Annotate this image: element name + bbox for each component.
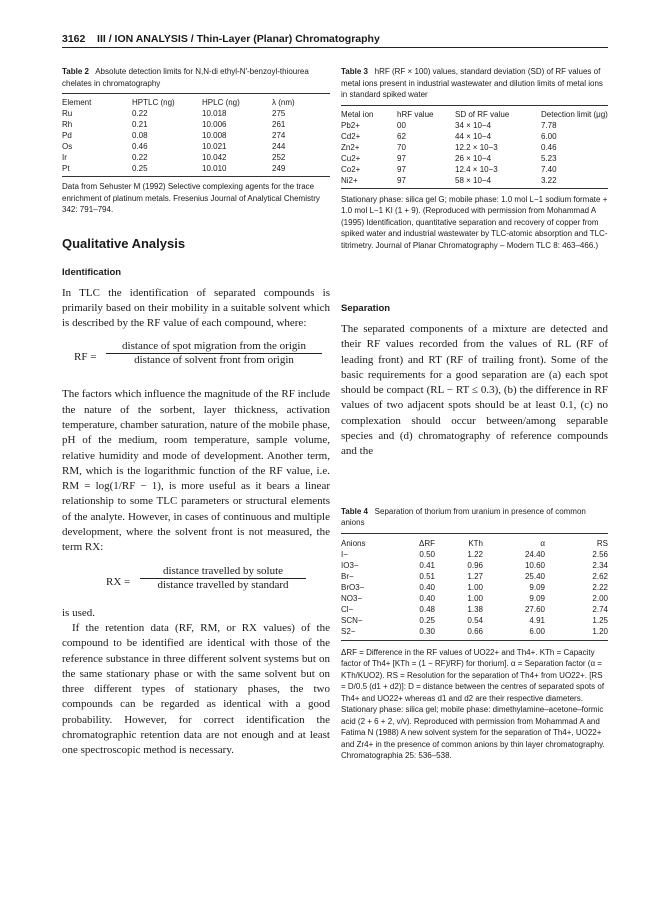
table4-cell: 6.00: [529, 626, 545, 636]
table4-row: [341, 549, 608, 560]
table3-cell: Pb2+: [341, 120, 360, 130]
running-title: III / ION ANALYSIS / Thin-Layer (Planar) Chromatography: [97, 33, 380, 45]
table3-label: Table 3: [341, 67, 368, 76]
table2-cell: 252: [272, 153, 286, 162]
table4-cell: 1.00: [467, 582, 483, 592]
table3-col-sd: SD of RF value: [455, 109, 510, 119]
table2-cell: 10.018: [202, 109, 227, 118]
paragraph-factors: The factors which influence the magnitude of the RF include the nature of the sorbent, layer thickness, activation temperature, chamber saturation, nature of the mobile phase, pH of the medium, room temperature, sample volume, relative humidity and mode of development. Another term, RM, which is the logarithmic function of the RF value, i.e. RM = log(1/RF − 1), is more useful as it bears a linear relationship to some TLC parameters or structural elements of the analyte. However, in cases of continuous and multiple development, where the solvent front is not measured, the term RX:: [62, 388, 330, 554]
table4-cell: BrO3−: [341, 582, 365, 592]
table4-cell: 1.00: [467, 593, 483, 603]
table3-row: [341, 153, 608, 164]
table3-cell: Ni2+: [341, 175, 358, 185]
table2-label: Table 2: [62, 67, 89, 76]
table4-cell: Br−: [341, 571, 354, 581]
running-header: [62, 33, 608, 45]
table3-cell: 70: [397, 142, 406, 152]
table4-row: [341, 615, 608, 626]
table3: [341, 109, 608, 186]
left-column: [62, 66, 330, 759]
table3-cell: 3.22: [541, 175, 557, 185]
table4-col-rs: RS: [596, 538, 608, 548]
table4-label: Table 4: [341, 506, 368, 516]
table3-cell: 62: [397, 131, 406, 141]
table2-header-row: [62, 97, 330, 108]
table4-cell: 0.96: [467, 560, 483, 570]
table3-row: [341, 164, 608, 175]
table2-source: Data from Sehuster M (1992) Selective complexing agents for the trace enrichment of platinum metals. Fresenius Journal of Analytical Chemistry 342: 791–794.: [62, 182, 320, 214]
equation-rf-denominator: distance of solvent front from origin: [134, 354, 294, 367]
section-heading-qualitative: Qualitative Analysis: [62, 235, 186, 251]
table2-caption: [62, 66, 330, 89]
table4-cell: 1.22: [467, 549, 483, 559]
table2-cell: 275: [272, 109, 286, 118]
table3-cell: 97: [397, 153, 406, 163]
table2-row: [62, 108, 330, 119]
subheading-identification: Identification: [62, 266, 122, 278]
table3-cell: Zn2+: [341, 142, 360, 152]
table3-note: Stationary phase: silica gel G; mobile phase: 1.0 mol L−1 sodium formate + 1.0 mol L−1 KI (1 + 9). (Reproduced with permission from Mohammad A (1995) Identification, quantitative separation and recovery of copper from spiked water and industrial wastewater by TLC-atomic absorption and TLC-titrimetry. Journal of Planar Chromatography – Modern TLC 8: 463–466.): [341, 194, 608, 250]
table4-cell: 0.25: [419, 615, 435, 625]
table3-cell: 00: [397, 120, 406, 130]
table4-cell: IO3−: [341, 560, 359, 570]
table4-cell: 9.09: [529, 593, 545, 603]
table2-cell: 10.042: [202, 153, 227, 162]
equation-rf: [62, 337, 330, 381]
table4-cell: 1.38: [467, 604, 483, 614]
table2-cell: Ru: [62, 109, 73, 118]
table4-cell: NO3−: [341, 593, 363, 603]
page-number: 3162: [62, 33, 86, 45]
table4-header-row: [341, 538, 608, 549]
paragraph-identification: In TLC the identification of separated compounds is primarily based on their mobility in a suitable solvent which is described by the RF value of each compound, where:: [62, 286, 330, 330]
table4-cell: 0.66: [467, 626, 483, 636]
table2-caption-text: Absolute detection limits for N,N-di ethyl-N′-benzoyl-thiourea chelates in chromatography: [62, 67, 309, 88]
table4-row: [341, 626, 608, 637]
table4-col-anions: Anions: [341, 538, 366, 548]
table3-cell: 97: [397, 164, 406, 174]
table4-bottom-rule: [341, 640, 608, 641]
table3-col-metal-ion: Metal ion: [341, 109, 374, 119]
table4-cell: 0.40: [419, 593, 435, 603]
table3-row: [341, 175, 608, 186]
table2-cell: 0.22: [132, 109, 148, 118]
table4-cell: 0.41: [419, 560, 435, 570]
table4-cell: 27.60: [524, 604, 545, 614]
table4-cell: 2.34: [592, 560, 608, 570]
table2-col-hplc: HPLC (ng): [202, 98, 240, 107]
table3-cell: 0.46: [541, 142, 557, 152]
table3-cell: 7.78: [541, 120, 557, 130]
table2-cell: 10.021: [202, 142, 227, 151]
table4-col-delta-rf: ΔRF: [418, 538, 435, 548]
table4-cell: 1.25: [592, 615, 608, 625]
paragraph-is-used: is used.: [62, 606, 95, 619]
table2-cell: 244: [272, 142, 286, 151]
table3-cell: 5.23: [541, 153, 557, 163]
table4-note: ΔRF = Difference in the RF values of UO22+ and Th4+. KTh = Capacity factor of Th4+ [KTh = (1 − RF)/RF) for thorium]. α = Separation factor (α = KTh/KUO2). RS = Resolution for the separation of Th4+ from UO22+. [RS = D/0.5 (d1 + d2)]: D = distance between the centres of separated spots of Th4+ and UO22+ whereas d1 and d2 are their respective diameters. Stationary phase: silica gel; mobile phase: dimethylamine–acetone–formic acid (2 + 6 + 2, v/v). Reproduced with permission from Mohammad A and Fatima N (1988) A new solvent system for the separation of Th4+, UO22+ and Zr4+ in the presence of common anions by thin layer chromatography. Chromatographia 25: 536–538.: [341, 647, 605, 761]
table4-row: [341, 582, 608, 593]
table4-col-alpha: α: [540, 538, 545, 548]
table4-row: [341, 560, 608, 571]
table4-cell: 24.40: [524, 549, 545, 559]
table4-cell: SCN−: [341, 615, 363, 625]
table2-col-element: Element: [62, 98, 92, 107]
table2-cell: Pd: [62, 131, 72, 140]
table3-cell: Cd2+: [341, 131, 361, 141]
table3-cell: 12.2 × 10−3: [455, 142, 498, 152]
equation-rx: [62, 564, 330, 604]
table3-cell: Co2+: [341, 164, 361, 174]
table4-cell: 1.20: [592, 626, 608, 636]
table3-top-rule: [341, 105, 608, 106]
paragraph-separation: The separated components of a mixture are detected and their RF values recorded from the values of RL (RF of leading front) and RT (RF of trailing front). Some of the basic requirements for a good separation are (a) each spot should be compact (RL − RT ≤ 0.3), (b) the difference in RF values of two adjacent spots should be at least 0.1, (c) no complexation should occur between/among separable species and (d) chromatography of reference compounds and the: [341, 323, 608, 458]
table2: [62, 97, 330, 174]
table2-cell: 0.46: [132, 142, 148, 151]
equation-rx-fraction: [140, 565, 306, 591]
equation-rf-numerator: distance of spot migration from the origin: [106, 340, 322, 354]
table4-caption: [341, 506, 608, 529]
table2-row: [62, 163, 330, 174]
table2-row: [62, 130, 330, 141]
equation-rf-lhs: RF =: [74, 351, 97, 364]
table4-caption-text: Separation of thorium from uranium in presence of common anions: [341, 506, 586, 528]
table3-col-hrf: hRF value: [397, 109, 434, 119]
table3-row: [341, 131, 608, 142]
table3-cell: 97: [397, 175, 406, 185]
table2-col-lambda: λ (nm): [272, 98, 295, 107]
equation-rx-denominator: distance travelled by standard: [157, 578, 289, 591]
table3-cell: 44 × 10−4: [455, 131, 492, 141]
paragraph-retention: If the retention data (RF, RM, or RX values) of the compound to be identified are identical with those of the reference substance in three different solvent systems but on the same stationary phase or with the same solvent but on three different types of stationary phases, the two compounds can be regarded as identical with a good probability. However, for correct identification the chromatographic retention data are not enough and at least one spectroscopic method is necessary.: [62, 621, 330, 757]
table3-cell: 26 × 10−4: [455, 153, 492, 163]
table3-row: [341, 142, 608, 153]
table2-cell: 10.010: [202, 164, 227, 173]
table2-cell: 249: [272, 164, 286, 173]
table4-cell: 4.91: [529, 615, 545, 625]
table4-cell: 0.48: [419, 604, 435, 614]
table2-cell: 0.21: [132, 120, 148, 129]
table3-caption-text: hRF (RF × 100) values, standard deviation (SD) of RF values of metal ions present in industrial wastewater and dilution limits of metal ions in standard spiked water: [341, 67, 603, 99]
table4-cell: 2.62: [592, 571, 608, 581]
table3-row: [341, 120, 608, 131]
table4-cell: 2.74: [592, 604, 608, 614]
equation-rx-lhs: RX =: [106, 575, 131, 588]
table2-row: [62, 141, 330, 152]
subheading-separation: Separation: [341, 303, 391, 314]
table4-top-rule: [341, 533, 608, 534]
table2-cell: 10.008: [202, 131, 227, 140]
table3-col-detection-limit: Detection limit (μg): [541, 109, 608, 119]
table2-cell: 0.22: [132, 153, 148, 162]
table2-col-hptlc: HPTLC (ng): [132, 98, 175, 107]
table2-cell: Os: [62, 142, 73, 151]
table4-cell: 1.27: [467, 571, 483, 581]
table4-col-kth: KTh: [468, 538, 483, 548]
table3-cell: 7.40: [541, 164, 557, 174]
table2-cell: 0.25: [132, 164, 148, 173]
table4-cell: 25.40: [524, 571, 545, 581]
table2-cell: Pt: [62, 164, 70, 173]
table2-cell: Ir: [62, 153, 67, 162]
table4-cell: S2−: [341, 626, 356, 636]
table4-cell: I−: [341, 549, 348, 559]
header-rule: [62, 47, 608, 48]
table3-caption: [341, 66, 608, 101]
table3-bottom-rule: [341, 188, 608, 189]
table4-row: [341, 571, 608, 582]
table2-row: [62, 119, 330, 130]
table2-cell: 0.08: [132, 131, 148, 140]
table2-row: [62, 152, 330, 163]
table4-cell: 2.00: [592, 593, 608, 603]
table2-cell: Rh: [62, 120, 73, 129]
table4-cell: Cl−: [341, 604, 354, 614]
table4-row: [341, 604, 608, 615]
table4-cell: 2.22: [592, 582, 608, 592]
equation-rf-fraction: [106, 340, 322, 366]
table2-cell: 274: [272, 131, 286, 140]
table2-cell: 261: [272, 120, 286, 129]
table3-cell: 6.00: [541, 131, 557, 141]
equation-rx-numerator: distance travelled by solute: [140, 565, 306, 579]
table2-bottom-rule: [62, 176, 330, 177]
table2-top-rule: [62, 93, 330, 94]
table4-cell: 0.30: [419, 626, 435, 636]
table4-cell: 0.40: [419, 582, 435, 592]
table3-cell: 34 × 10−4: [455, 120, 492, 130]
table3-cell: 58 × 10−4: [455, 175, 492, 185]
right-column: [341, 66, 608, 762]
table4-cell: 0.50: [419, 549, 435, 559]
table4: [341, 538, 608, 637]
table3-cell: 12.4 × 10−3: [455, 164, 498, 174]
table4-cell: 9.09: [529, 582, 545, 592]
table4-cell: 2.56: [592, 549, 608, 559]
table2-cell: 10.006: [202, 120, 227, 129]
table4-cell: 0.54: [467, 615, 483, 625]
table4-row: [341, 593, 608, 604]
table4-cell: 0.51: [419, 571, 435, 581]
table3-cell: Cu2+: [341, 153, 361, 163]
table4-cell: 10.60: [524, 560, 545, 570]
table3-header-row: [341, 109, 608, 120]
